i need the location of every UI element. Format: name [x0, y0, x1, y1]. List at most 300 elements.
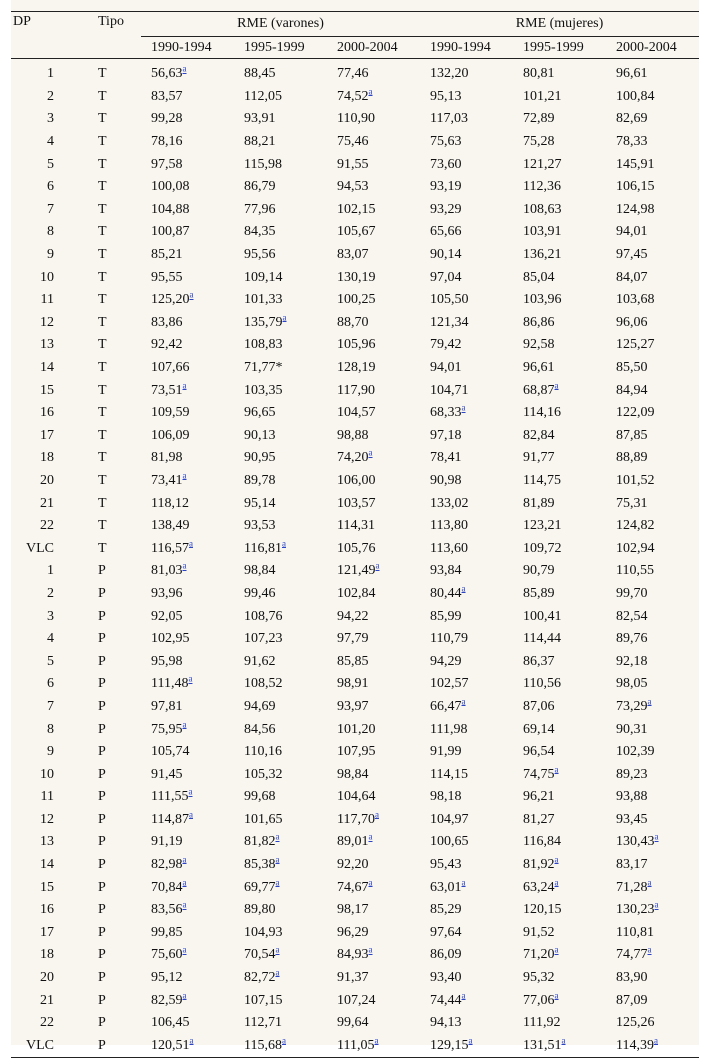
table-row [11, 59, 699, 86]
rme-value: 83,90 [616, 970, 648, 986]
footnote-link[interactable]: a [182, 854, 187, 865]
cell-rme-value [234, 696, 327, 719]
cell-rme-value [234, 922, 327, 945]
rme-value: 110,79 [430, 631, 469, 647]
footnote-link[interactable]: a [554, 854, 559, 865]
rme-value: 107,95 [337, 744, 376, 760]
cell-rme-value [234, 1012, 327, 1035]
rme-value: 102,39 [616, 744, 655, 760]
cell-dp: 14 [40, 857, 54, 873]
table-row [11, 605, 699, 628]
cell-dp: VLC [11, 1035, 71, 1058]
cell-rme-value [327, 379, 420, 402]
cell-rme-value [606, 515, 699, 538]
rme-value: 98,91 [337, 676, 369, 692]
rme-value: 94,01 [430, 360, 462, 376]
cell-rme-value [234, 650, 327, 673]
cell-rme-value [141, 379, 234, 402]
cell-rme-value [420, 266, 513, 289]
rme-value: 85,21 [151, 247, 183, 263]
footnote-link[interactable]: a [461, 696, 466, 707]
cell-rme-value [327, 470, 420, 493]
cell-rme-value [513, 244, 606, 267]
footnote-link[interactable]: a [275, 967, 280, 978]
cell-rme-value [513, 176, 606, 199]
rme-value: 86,79 [244, 179, 276, 195]
cell-rme-value [141, 334, 234, 357]
table-row [11, 809, 699, 832]
rme-value: 101,33 [244, 292, 283, 308]
rme-value: 122,09 [616, 405, 655, 421]
rme-value: 78,33 [616, 134, 648, 150]
rme-value: 114,44 [523, 631, 562, 647]
cell-tipo: P [98, 608, 106, 624]
cell-rme-value [234, 515, 327, 538]
rme-value: 90,31 [616, 721, 648, 737]
cell-rme-value [513, 312, 606, 335]
cell-tipo: P [98, 992, 106, 1008]
rme-value: 132,20 [430, 66, 469, 82]
cell-tipo: P [98, 924, 106, 940]
cell-rme-value [513, 357, 606, 380]
footnote-link[interactable]: a [275, 854, 280, 865]
rme-value: 93,91 [244, 111, 276, 127]
cell-rme-value [141, 221, 234, 244]
cell-dp: 8 [47, 224, 54, 240]
rme-value: 117,70 [337, 811, 375, 827]
cell-dp: 9 [47, 744, 54, 760]
cell-rme-value [606, 289, 699, 312]
cell-rme-value [141, 515, 234, 538]
footnote-link[interactable]: a [275, 877, 280, 888]
footnote-link[interactable]: a [189, 289, 194, 300]
table-body [11, 59, 699, 1058]
rme-value: 85,50 [616, 360, 648, 376]
rme-value: 82,54 [616, 608, 648, 624]
footnote-link[interactable]: a [374, 809, 379, 820]
rme-value: 91,77 [523, 450, 555, 466]
cell-dp: 4 [47, 631, 54, 647]
cell-rme-value [141, 718, 234, 741]
rme-value: 88,45 [244, 66, 276, 82]
rme-value: 81,92 [523, 857, 555, 873]
rme-value: 98,17 [337, 902, 369, 918]
rme-value: 92,58 [523, 337, 555, 353]
cell-dp: 13 [40, 834, 54, 850]
rme-table [11, 11, 699, 1058]
cell-rme-value [327, 628, 420, 651]
rme-value: 101,65 [244, 811, 283, 827]
rme-value: 120,51 [151, 1037, 190, 1053]
cell-rme-value [234, 199, 327, 222]
footnote-link[interactable]: a [468, 1035, 473, 1046]
cell-rme-value [513, 763, 606, 786]
rme-value: 97,79 [337, 631, 369, 647]
cell-rme-value [606, 763, 699, 786]
cell-dp: 4 [47, 134, 54, 150]
cell-tipo: P [98, 789, 106, 805]
rme-value: 85,85 [337, 653, 369, 669]
cell-rme-value [234, 266, 327, 289]
rme-value: 101,21 [523, 88, 562, 104]
cell-dp: 20 [40, 472, 54, 488]
rme-value: 82,59 [151, 992, 183, 1008]
rme-value: 102,15 [337, 201, 376, 217]
footnote-link[interactable]: a [188, 786, 193, 797]
cell-rme-value [513, 131, 606, 154]
rme-value: 77,96 [244, 201, 276, 217]
cell-rme-value [606, 86, 699, 109]
footnote-link[interactable]: a [368, 447, 373, 458]
cell-tipo: P [98, 585, 106, 601]
cell-tipo: P [98, 631, 106, 647]
rme-value: 85,89 [523, 585, 555, 601]
cell-rme-value [327, 944, 420, 967]
footnote-link[interactable]: a [647, 944, 652, 955]
footnote-link[interactable]: a [182, 379, 187, 390]
cell-rme-value [513, 470, 606, 493]
rme-value: 104,93 [244, 924, 283, 940]
cell-rme-value [327, 899, 420, 922]
cell-rme-value [141, 696, 234, 719]
cell-rme-value [141, 537, 234, 560]
rme-value: 94,29 [430, 653, 462, 669]
rme-value: 91,55 [337, 156, 369, 172]
rme-value: 89,76 [616, 631, 648, 647]
footnote-link[interactable]: a [282, 312, 287, 323]
footnote-link[interactable]: a [368, 831, 373, 842]
cell-rme-value [606, 605, 699, 628]
cell-rme-value [606, 741, 699, 764]
footnote-link[interactable]: a [368, 944, 373, 955]
footnote-link[interactable]: a [554, 944, 559, 955]
rme-value: 74,77 [616, 947, 648, 963]
cell-rme-value [141, 470, 234, 493]
footnote-link[interactable]: a [561, 1035, 566, 1046]
cell-rme-value [420, 560, 513, 583]
footnote-link[interactable]: a [182, 560, 187, 571]
rme-value: 70,54 [244, 947, 276, 963]
footnote-link[interactable]: a [647, 877, 652, 888]
table-row [11, 492, 699, 515]
rme-value: 63,24 [523, 879, 555, 895]
rme-value: 96,61 [523, 360, 555, 376]
rme-value: 85,29 [430, 902, 462, 918]
rme-value: 106,15 [616, 179, 655, 195]
footnote-link[interactable]: a [182, 899, 187, 910]
cell-tipo: T [98, 450, 107, 466]
rme-value: 94,22 [337, 608, 369, 624]
cell-tipo: T [98, 292, 107, 308]
cell-rme-value [141, 312, 234, 335]
cell-rme-value [234, 244, 327, 267]
footnote-link[interactable]: a [188, 538, 193, 549]
footnote-link[interactable]: a [374, 1035, 379, 1046]
rme-value: 89,01 [337, 834, 369, 850]
footnote-link[interactable]: a [654, 831, 659, 842]
cell-rme-value [420, 718, 513, 741]
cell-dp: 2 [47, 585, 54, 601]
footnote-link[interactable]: a [368, 877, 373, 888]
rme-value: 114,31 [337, 518, 375, 534]
cell-dp: 20 [40, 970, 54, 986]
rme-value: 84,07 [616, 269, 648, 285]
cell-rme-value [420, 628, 513, 651]
footnote-link[interactable]: a [281, 1035, 286, 1046]
cell-rme-value [141, 402, 234, 425]
footnote-link[interactable]: a [647, 696, 652, 707]
cell-rme-value [234, 967, 327, 990]
cell-rme-value [327, 425, 420, 448]
table-row [11, 763, 699, 786]
cell-rme-value [327, 221, 420, 244]
rme-value: 116,84 [523, 834, 562, 850]
cell-rme-value [327, 763, 420, 786]
cell-rme-value [606, 1012, 699, 1035]
rme-value: 99,64 [337, 1015, 369, 1031]
rme-value: 112,36 [523, 179, 562, 195]
cell-rme-value [234, 86, 327, 109]
rme-value: 83,07 [337, 247, 369, 263]
rme-value: 104,64 [337, 789, 376, 805]
rme-value: 66,47 [430, 698, 462, 714]
table-row [11, 967, 699, 990]
cell-rme-value [327, 59, 420, 86]
cell-rme-value [141, 989, 234, 1012]
rme-value: 87,09 [616, 992, 648, 1008]
rme-value: 111,98 [430, 721, 468, 737]
cell-tipo: P [98, 834, 106, 850]
cell-rme-value [234, 312, 327, 335]
cell-rme-value [234, 876, 327, 899]
cell-dp: 3 [47, 111, 54, 127]
cell-rme-value [327, 741, 420, 764]
cell-tipo: P [71, 1035, 141, 1058]
cell-rme-value [420, 854, 513, 877]
cell-rme-value [234, 108, 327, 131]
cell-tipo: T [98, 179, 107, 195]
rme-value: 86,37 [523, 653, 555, 669]
rme-value: 71,28 [616, 879, 648, 895]
footnote-link[interactable]: a [461, 402, 466, 413]
cell-rme-value [141, 583, 234, 606]
footnote-link[interactable]: a [654, 1035, 659, 1046]
cell-rme-value [141, 967, 234, 990]
footnote-link[interactable]: a [554, 989, 559, 1000]
cell-rme-value [513, 876, 606, 899]
rme-value: 113,60 [430, 540, 469, 556]
cell-dp: 12 [40, 314, 54, 330]
rme-value: 93,88 [616, 789, 648, 805]
cell-rme-value [141, 741, 234, 764]
footnote-link[interactable]: a [281, 538, 286, 549]
rme-value: 100,41 [523, 608, 562, 624]
rme-value: 72,89 [523, 111, 555, 127]
footnote-link[interactable]: a [182, 989, 187, 1000]
footnote-link[interactable]: a [375, 560, 380, 571]
cell-rme-value [141, 108, 234, 131]
rme-value: 103,57 [337, 495, 376, 511]
footnote-link[interactable]: a [461, 989, 466, 1000]
footnote-link[interactable]: a [654, 899, 659, 910]
cell-rme-value [420, 696, 513, 719]
footnote-link[interactable]: a [461, 877, 466, 888]
cell-rme-value [327, 854, 420, 877]
rme-value: 105,76 [337, 540, 376, 556]
cell-rme-value [420, 86, 513, 109]
cell-rme-value [327, 86, 420, 109]
footnote-link[interactable]: a [182, 877, 187, 888]
footnote-link[interactable]: a [554, 764, 559, 775]
rme-value: 90,98 [430, 472, 462, 488]
cell-rme-value [234, 447, 327, 470]
footnote-link[interactable]: a [182, 718, 187, 729]
rme-value: 111,05 [337, 1037, 375, 1053]
cell-rme-value [327, 1012, 420, 1035]
cell-rme-value [141, 605, 234, 628]
cell-rme-value [606, 673, 699, 696]
rme-value: 75,46 [337, 134, 369, 150]
rme-value: 98,84 [244, 563, 276, 579]
cell-dp: 12 [40, 811, 54, 827]
footnote-link[interactable]: a [188, 673, 193, 684]
cell-rme-value [327, 515, 420, 538]
cell-rme-value [606, 492, 699, 515]
rme-value: 81,27 [523, 811, 555, 827]
cell-tipo: P [98, 653, 106, 669]
cell-rme-value [141, 425, 234, 448]
header-period: 1995-1999 [234, 37, 327, 59]
cell-rme-value [141, 447, 234, 470]
cell-rme-value [513, 59, 606, 86]
cell-rme-value [513, 108, 606, 131]
cell-tipo: P [98, 857, 106, 873]
cell-rme-value [420, 402, 513, 425]
rme-value: 81,03 [151, 563, 183, 579]
cell-rme-value [141, 176, 234, 199]
rme-value: 81,82 [244, 834, 276, 850]
rme-value: 108,76 [244, 608, 283, 624]
cell-rme-value [420, 944, 513, 967]
cell-rme-value [606, 809, 699, 832]
table-row [11, 854, 699, 877]
rme-value: 91,99 [430, 744, 462, 760]
footnote-link[interactable]: a [275, 944, 280, 955]
cell-rme-value [513, 447, 606, 470]
rme-value: 121,34 [430, 314, 469, 330]
rme-value: 75,28 [523, 134, 555, 150]
cell-rme-value [420, 357, 513, 380]
cell-rme-value [327, 334, 420, 357]
cell-rme-value [420, 221, 513, 244]
table-row [11, 922, 699, 945]
cell-rme-value [513, 289, 606, 312]
table-row [11, 560, 699, 583]
rme-value: 73,51 [151, 382, 183, 398]
rme-value: 105,74 [151, 744, 190, 760]
cell-rme-value [513, 560, 606, 583]
footnote-link[interactable]: a [182, 470, 187, 481]
footnote-link[interactable]: a [554, 379, 559, 390]
rme-value: 109,59 [151, 405, 190, 421]
cell-rme-value [606, 876, 699, 899]
rme-value: 93,40 [430, 970, 462, 986]
rme-value: 68,33 [430, 405, 462, 421]
rme-value: 85,04 [523, 269, 555, 285]
rme-value: 78,41 [430, 450, 462, 466]
cell-rme-value [141, 131, 234, 154]
rme-value: 103,91 [523, 224, 562, 240]
cell-dp: 7 [47, 698, 54, 714]
cell-rme-value [606, 628, 699, 651]
rme-value: 83,86 [151, 314, 183, 330]
footnote-link[interactable]: a [461, 583, 466, 594]
cell-rme-value [327, 560, 420, 583]
cell-rme-value [606, 266, 699, 289]
rme-value: 92,42 [151, 337, 183, 353]
cell-rme-value [606, 718, 699, 741]
rme-value: 91,52 [523, 924, 555, 940]
cell-tipo: T [98, 360, 107, 376]
cell-rme-value [420, 831, 513, 854]
cell-rme-value [420, 289, 513, 312]
footnote-link[interactable]: a [275, 831, 280, 842]
footnote-link[interactable]: a [188, 809, 193, 820]
cell-tipo: P [98, 721, 106, 737]
rme-value: 116,57 [151, 540, 189, 556]
cell-rme-value [606, 696, 699, 719]
cell-rme-value [234, 425, 327, 448]
cell-rme-value [141, 59, 234, 86]
footnote-link[interactable]: a [368, 86, 373, 97]
rme-value: 75,60 [151, 947, 183, 963]
cell-dp: 5 [47, 156, 54, 172]
cell-rme-value [420, 379, 513, 402]
cell-rme-value [234, 379, 327, 402]
cell-rme-value [234, 402, 327, 425]
table-row [11, 696, 699, 719]
footnote-link[interactable]: a [554, 877, 559, 888]
rme-value: 96,06 [616, 314, 648, 330]
rme-value: 91,19 [151, 834, 183, 850]
cell-rme-value [327, 131, 420, 154]
header-group-mujeres: RME (mujeres) [420, 12, 699, 37]
rme-value: 130,19 [337, 269, 376, 285]
rme-value: 96,61 [616, 66, 648, 82]
rme-value: 104,71 [430, 382, 469, 398]
cell-rme-value [513, 1035, 606, 1058]
cell-tipo: T [98, 405, 107, 421]
footnote-link[interactable]: a [189, 1035, 194, 1046]
cell-rme-value [513, 944, 606, 967]
table-row [11, 1035, 699, 1058]
cell-rme-value [141, 289, 234, 312]
cell-rme-value [606, 153, 699, 176]
cell-dp: 1 [47, 563, 54, 579]
rme-value: 98,18 [430, 789, 462, 805]
table-row [11, 199, 699, 222]
rme-value: 95,32 [523, 970, 555, 986]
rme-value: 93,45 [616, 811, 648, 827]
cell-rme-value [420, 515, 513, 538]
cell-rme-value [327, 989, 420, 1012]
rme-value: 108,83 [244, 337, 283, 353]
rme-value: 107,23 [244, 631, 283, 647]
footnote-link[interactable]: a [182, 944, 187, 955]
cell-rme-value [606, 786, 699, 809]
footnote-link[interactable]: a [182, 63, 187, 74]
cell-tipo: P [98, 744, 106, 760]
